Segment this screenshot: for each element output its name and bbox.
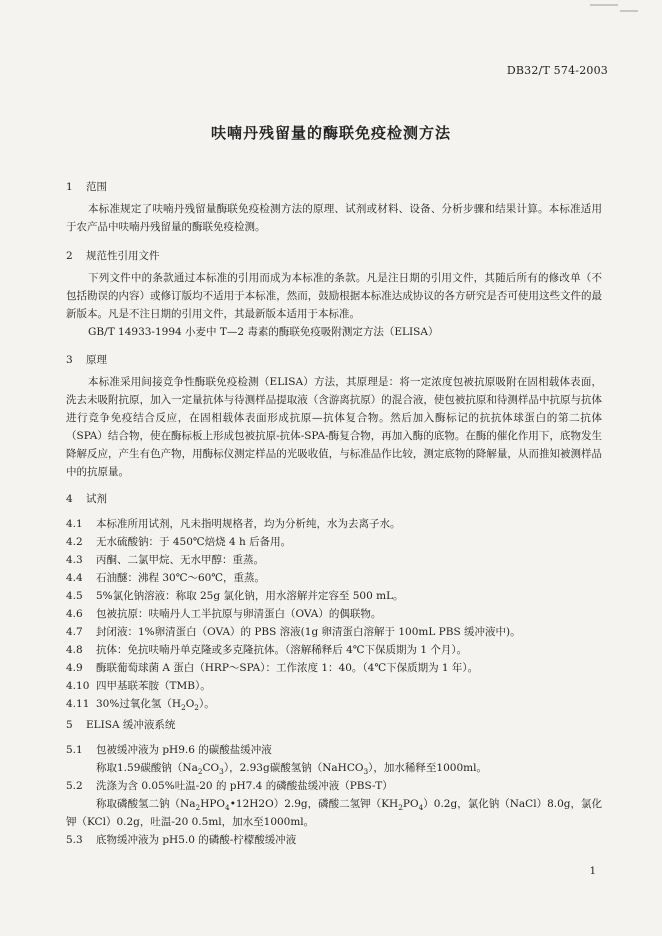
reagent-item: 4.8 抗体：免抗呋喃丹单克隆或多克隆抗体。（溶解稀释后 4℃下保质期为 1 个月）。 xyxy=(66,644,468,656)
reference-entry: GB/T 14933-1994 小麦中 T—2 毒素的酶联免疫吸附测定方法（ELISA） xyxy=(88,326,439,338)
buffer-item-substrate: 5.3 底物缓冲液为 pH5.0 的磷酸-柠檬酸缓冲液 xyxy=(66,834,297,846)
section-title: 原理 xyxy=(86,354,107,366)
section-heading xyxy=(66,716,602,734)
section-heading xyxy=(66,351,602,369)
buffer-item-washing: 5.2 洗涤为含 0.05%吐温-20 的 pH7.4 的磷酸盐缓冲液（PBS-T） xyxy=(66,780,393,792)
section-title: 试剂 xyxy=(86,493,107,505)
section-title: 范围 xyxy=(86,181,107,193)
paragraph: 本标准规定了呋喃丹残留量酶联免疫检测方法的原理、试剂或材料、设备、分析步骤和结果计算。本标准适用于农产品中呋喃丹残留量的酶联免疫检测。 xyxy=(66,203,602,233)
reagent-item: 4.1 本标准所用试剂，凡未指明规格者，均为分析纯，水为去离子水。 xyxy=(66,518,401,530)
reagent-item: 4.6 包被抗原：呋喃丹人工半抗原与卵清蛋白（OVA）的偶联物。 xyxy=(66,608,382,620)
section-number: 1 xyxy=(66,181,73,193)
section-principle xyxy=(66,351,602,481)
buffer-recipe-coating: 称取1.59碳酸钠$(Na_2CO_3)$，2.93g碳酸氢钠（NaHCO$_3$），加水稀释至1000ml。 xyxy=(96,762,487,777)
section-number: 3 xyxy=(66,354,73,366)
section-title: ELISA 缓冲液系统 xyxy=(86,719,176,731)
buffer-recipe-washing: 称取磷酸氢二钠$(Na_2HPO_4•12H2O)2.9g$，磷酸二氢钾$(KH_2PO_4)0.2g$，氯化钠（NaCl）8.0g，氯化钾（KCl）0.2g，吐温-20 0.5ml，加水至1000ml。 xyxy=(66,798,603,828)
section-elisa-buffer-system xyxy=(66,716,602,849)
standard-code: DB32/T 574-2003 xyxy=(506,64,608,77)
page-number: 1 xyxy=(589,866,596,877)
scan-artifact xyxy=(620,10,638,12)
reagent-item: 4.10 四甲基联苯胺（TMB）。 xyxy=(66,680,211,692)
paragraph: 下列文件中的条款通过本标准的引用而成为本标准的条款。凡是注日期的引用文件，其随后所有的修改单（不包括勘误的内容）或修订版均不适用于本标准，然而，鼓励根据本标准达成协议的各方研究是否可使用这些文件的最新版本。凡是不注日期的引用文件，其最新版本适用于本标准。 xyxy=(66,272,602,320)
document-title: 呋喃丹残留量的酶联免疫检测方法 xyxy=(210,124,451,142)
section-scope xyxy=(66,178,602,236)
paragraph: 本标准采用间接竞争性酶联免疫检测（ELISA）方法，其原理是：将一定浓度包被抗原吸附在固相载体表面，洗去未吸附抗原，加入一定量抗体与待测样品提取液（含游离抗原）的混合液，使包被抗原和待测样品中抗原与抗体进行竞争免疫结合反应，在固相载体表面形成抗原—抗体复合物。然后加入酶标记的抗抗体球蛋白的第二抗体（SPA）结合物，使在酶标板上形成包被抗原-抗体-SPA-酶复合物，再加入酶的底物。在酶的催化作用下，底物发生降解反应，产生有色产物，用酶标仪测定样品的光吸收值，与标准品作比较，测定底物的降解量，从而推知被测样品中的抗原量。 xyxy=(66,376,602,478)
section-number: 5 xyxy=(66,719,73,731)
buffer-item-coating: 5.1 包被缓冲液为 pH9.6 的碳酸盐缓冲液 xyxy=(66,744,272,756)
section-heading xyxy=(66,178,602,196)
reagent-item: 4.2 无水硫酸钠：于 450℃焙烧 4 h 后备用。 xyxy=(66,536,292,548)
section-normative-references xyxy=(66,247,602,341)
section-number: 2 xyxy=(66,250,73,262)
section-heading xyxy=(66,247,602,265)
reagent-item: 4.4 石油醚：沸程 30℃～60℃，重蒸。 xyxy=(66,572,266,584)
reagent-item: 4.7 封闭液：1%卵清蛋白（OVA）的 PBS 溶液(1g 卵清蛋白溶解于 100mL PBS 缓冲液中)。 xyxy=(66,626,521,638)
reagent-item: 4.3 丙酮、二氯甲烷、无水甲醇：重蒸。 xyxy=(66,554,264,566)
section-title: 规范性引用文件 xyxy=(86,250,160,262)
reagent-item: 4.9 酶联葡萄球菌 A 蛋白（HRP～SPA）：工作浓度 1：40。（4℃下保质期为 1 年）。 xyxy=(66,662,479,674)
section-number: 4 xyxy=(66,493,73,505)
section-reagents xyxy=(66,490,602,713)
scan-artifact xyxy=(590,4,618,6)
reagent-item: 4.11 30%过氧化氢$(H_2O_2)$。 xyxy=(66,698,215,713)
reagent-item: 4.5 5%氯化钠溶液：称取 25g 氯化钠，用水溶解并定容至 500 mL。 xyxy=(66,590,404,602)
section-heading xyxy=(66,490,602,508)
